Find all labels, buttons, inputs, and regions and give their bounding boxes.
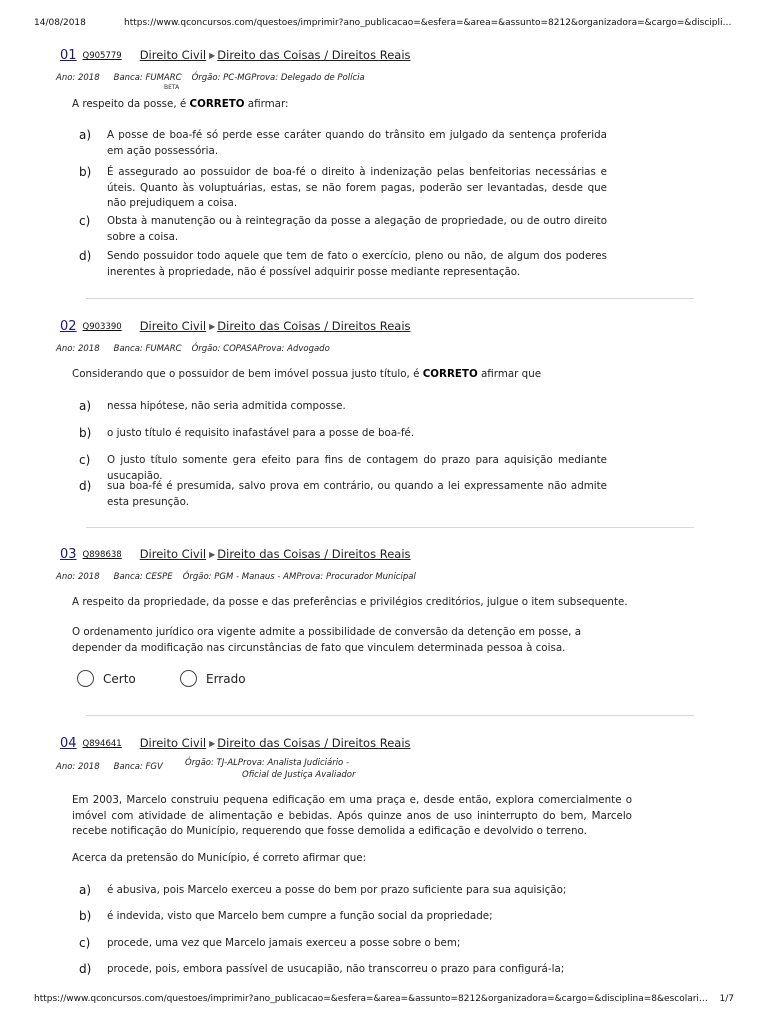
question-statement-item: O ordenamento jurídico ora vigente admite a possibilidade de conversão da detenção em posse, a depender da modificação nas circunstâncias de fato que vinculem determinada pessoa à coisa. xyxy=(72,626,582,654)
question-meta xyxy=(56,73,365,83)
option-letter: c) xyxy=(79,936,91,950)
question-code-link[interactable]: Q898638 xyxy=(82,550,122,560)
subject-link[interactable]: Direito Civil xyxy=(139,736,207,750)
option-letter: b) xyxy=(79,909,92,923)
option-letter: a) xyxy=(79,883,92,897)
question-prompt: Acerca da pretensão do Município, é correto afirmar que: xyxy=(72,852,367,864)
option-text: procede, pois, embora passível de usucapião, não transcorreu o prazo para configurá-la; xyxy=(107,963,565,975)
breadcrumb-arrow-icon: ▶ xyxy=(209,739,216,748)
question-code-link[interactable]: Q905779 xyxy=(82,51,122,61)
choice-errado[interactable] xyxy=(180,670,246,687)
option-text: o justo título é requisito inafastável para a posse de boa-fé. xyxy=(107,427,415,439)
question-code-link[interactable]: Q894641 xyxy=(82,739,122,749)
choice-label: Certo xyxy=(103,671,136,686)
breadcrumb-arrow-icon: ▶ xyxy=(209,51,216,60)
question-header xyxy=(60,543,411,561)
question-number[interactable]: 03 xyxy=(60,547,77,562)
subject-link[interactable]: Direito Civil xyxy=(139,48,207,62)
orgao-label: Órgão: PGM - Manaus - AMProva: Procurador Municipal xyxy=(182,572,416,582)
beta-badge: BETA xyxy=(164,84,180,91)
orgao-label: Órgão: PC-MGProva: Delegado de Polícia xyxy=(191,73,365,83)
year-label: Ano: 2018 xyxy=(56,572,100,582)
question-meta xyxy=(56,344,330,354)
question-statement: A respeito da posse, é CORRETO afirmar: xyxy=(72,98,289,110)
question-code-link[interactable]: Q903390 xyxy=(82,322,122,332)
breadcrumb-arrow-icon: ▶ xyxy=(209,322,216,331)
question-divider xyxy=(86,715,694,716)
orgao-label-continued: Oficial de Justiça Avaliador xyxy=(242,770,356,780)
subject-link[interactable]: Direito Civil xyxy=(139,319,207,333)
question-statement: Considerando que o possuidor de bem imóvel possua justo título, é CORRETO afirmar que xyxy=(72,368,542,380)
question-meta xyxy=(56,572,416,582)
question-number[interactable]: 01 xyxy=(60,48,77,63)
radio-circle-icon[interactable] xyxy=(77,670,94,687)
option-letter: d) xyxy=(79,249,92,263)
radio-circle-icon[interactable] xyxy=(180,670,197,687)
question-header xyxy=(60,44,411,62)
banca-label: Banca: FGV xyxy=(113,762,163,772)
print-date: 14/08/2018 xyxy=(34,18,86,28)
question-header xyxy=(60,732,411,750)
option-letter: d) xyxy=(79,479,92,493)
topic-link[interactable]: Direito das Coisas / Direitos Reais xyxy=(217,319,411,333)
year-label: Ano: 2018 xyxy=(56,73,100,83)
print-header xyxy=(0,0,768,40)
option-text: A posse de boa-fé só perde esse caráter quando do trânsito em julgado da sentença proferida em ação possessória. xyxy=(107,129,607,157)
option-text: nessa hipótese, não seria admitida composse. xyxy=(107,400,346,412)
question-header xyxy=(60,315,411,333)
option-letter: a) xyxy=(79,128,92,142)
topic-link[interactable]: Direito das Coisas / Direitos Reais xyxy=(217,547,411,561)
year-label: Ano: 2018 xyxy=(56,762,100,772)
option-text: é abusiva, pois Marcelo exerceu a posse do bem por prazo suficiente para sua aquisição; xyxy=(107,884,567,896)
banca-label: Banca: FUMARC xyxy=(113,73,182,83)
option-letter: c) xyxy=(79,453,91,467)
option-letter: b) xyxy=(79,165,92,179)
footer-url: https://www.qconcursos.com/questoes/imprimir?ano_publicacao=&esfera=&area=&assunto=8212&organizadora=&cargo=&disciplina=8&escolari… xyxy=(34,994,708,1004)
subject-link[interactable]: Direito Civil xyxy=(139,547,207,561)
statement-emphasis: CORRETO xyxy=(422,368,478,380)
breadcrumb-arrow-icon: ▶ xyxy=(209,550,216,559)
question-statement: Em 2003, Marcelo construiu pequena edificação em uma praça e, desde então, explora comercialmente o imóvel com atividade de alimentação e bebidas. Após quinze anos de uso ininterrupto do bem, Marcelo recebe notificação do Município, requerendo que fosse demolida a edificação e devolvido o terreno. xyxy=(72,794,632,837)
question-number[interactable]: 04 xyxy=(60,736,77,751)
option-text: é indevida, visto que Marcelo bem cumpre a função social da propriedade; xyxy=(107,910,493,922)
question-number[interactable]: 02 xyxy=(60,319,77,334)
option-text: É assegurado ao possuidor de boa-fé o direito à indenização pelas benfeitorias necessárias e úteis. Quanto às voluptuárias, estas, se não forem pagas, poderão ser levantadas, desde que não prejudiquem a coisa. xyxy=(107,166,607,209)
print-url: https://www.qconcursos.com/questoes/imprimir?ano_publicacao=&esfera=&area=&assunto=8212&organizadora=&cargo=&discipli… xyxy=(124,18,732,28)
statement-emphasis: CORRETO xyxy=(189,98,245,110)
option-text: sua boa-fé é presumida, salvo prova em contrário, ou quando a lei expressamente não admite esta presunção. xyxy=(107,480,607,508)
question-statement: A respeito da propriedade, da posse e das preferências e privilégios creditórios, julgue o item subsequente. xyxy=(72,596,628,608)
banca-label: Banca: CESPE xyxy=(113,572,173,582)
banca-label: Banca: FUMARC xyxy=(113,344,182,354)
option-text: procede, uma vez que Marcelo jamais exerceu a posse sobre o bem; xyxy=(107,937,461,949)
question-meta xyxy=(56,762,163,772)
option-text: Obsta à manutenção ou à reintegração da posse a alegação de propriedade, ou de outro direito sobre a coisa. xyxy=(107,215,607,243)
option-letter: b) xyxy=(79,426,92,440)
choice-label: Errado xyxy=(206,671,246,686)
option-letter: d) xyxy=(79,962,92,976)
option-text: O justo título somente gera efeito para fins de contagem do prazo para aquisição mediante usucapião. xyxy=(107,454,607,482)
option-letter: a) xyxy=(79,399,92,413)
page-number: 1/7 xyxy=(719,994,734,1004)
orgao-label: Órgão: TJ-ALProva: Analista Judiciário - xyxy=(185,758,350,768)
orgao-label: Órgão: COPASAProva: Advogado xyxy=(191,344,330,354)
question-divider xyxy=(86,527,694,528)
print-footer xyxy=(0,994,768,1014)
question-divider xyxy=(86,298,694,299)
topic-link[interactable]: Direito das Coisas / Direitos Reais xyxy=(217,48,411,62)
option-letter: c) xyxy=(79,214,91,228)
option-text: Sendo possuidor todo aquele que tem de fato o exercício, pleno ou não, de algum dos poderes inerentes à propriedade, não é possível adquirir posse mediante representação. xyxy=(107,250,607,278)
topic-link[interactable]: Direito das Coisas / Direitos Reais xyxy=(217,736,411,750)
choice-certo[interactable] xyxy=(77,670,136,687)
year-label: Ano: 2018 xyxy=(56,344,100,354)
